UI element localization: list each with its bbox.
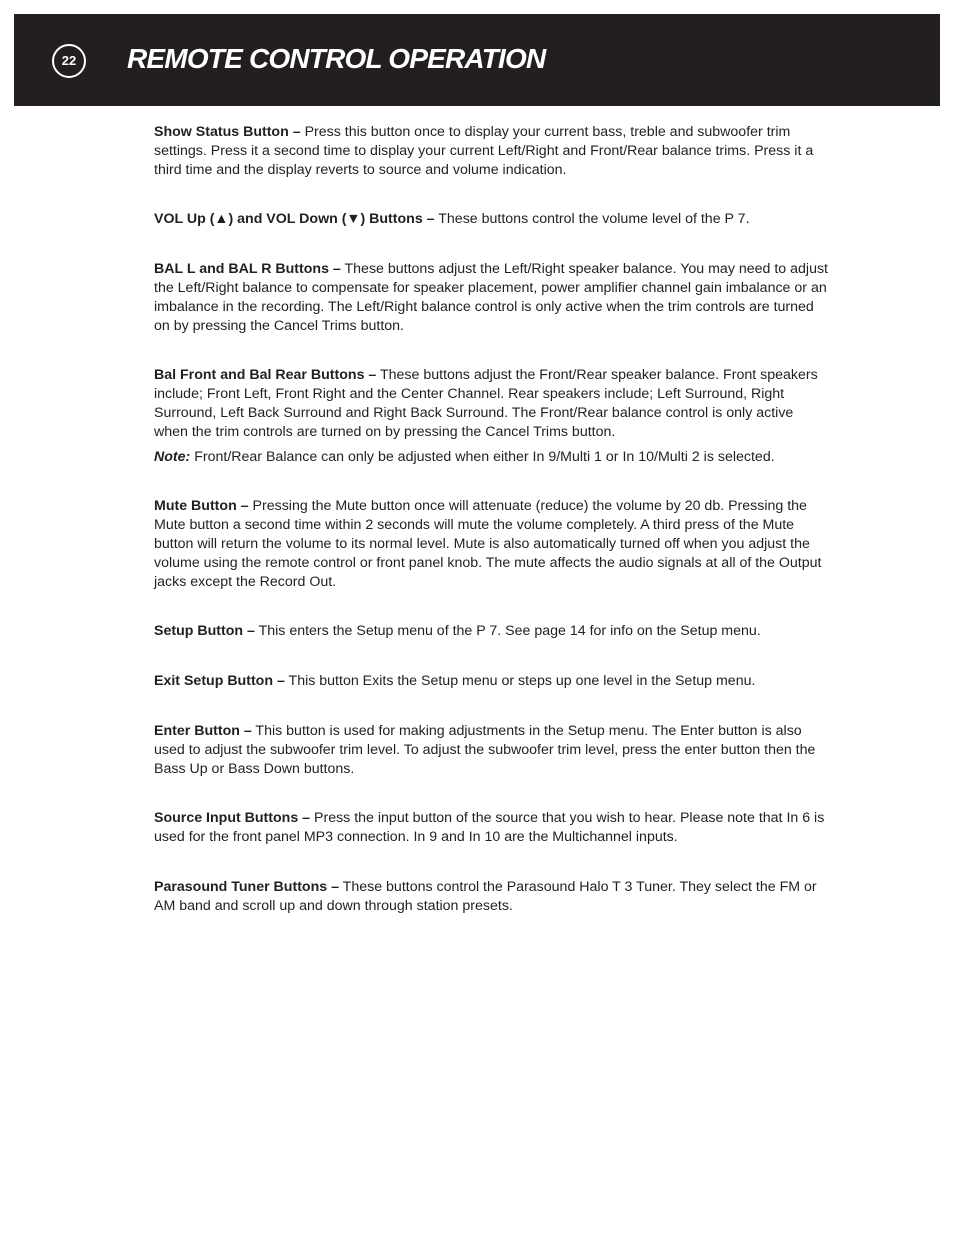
entry-balance-lr [154,260,830,335]
note-text: Front/Rear Balance can only be adjusted when either In 9/Multi 1 or In 10/Multi 2 is selected. [194,448,775,465]
entry-exit-setup [154,672,830,691]
entry-volume [154,210,830,229]
entry-description: This button Exits the Setup menu or steps up one level in the Setup menu. [288,673,756,690]
entry-term: Mute Button – [154,498,249,515]
entry-description: These buttons control the Parasound Halo T 3 Tuner. They select the FM or AM band and scroll up and down through station presets. [154,878,817,914]
entry-description: Press the input button of the source that you wish to hear. Please note that In 6 is used for the front panel MP3 connection. In 9 and In 10 are the Multichannel inputs. [154,810,825,846]
entry-enter [154,722,830,778]
page-title: REMOTE CONTROL OPERATION [127,43,546,74]
entry-term: Setup Button – [154,623,255,640]
entry-description: These buttons adjust the Left/Right speaker balance. You may need to adjust the Left/Right balance to compensate for speaker placement, power amplifier channel gain imbalance or an imbalance in the recording. The Left/Right balance control is only active when the trim controls are turned on by pressing the Cancel Trims button. [154,261,828,334]
entry-term: Source Input Buttons – [154,810,311,827]
entry-description: These buttons control the volume level of the P 7. [438,211,750,228]
entry-source-input [154,809,830,847]
entry-description: These buttons adjust the Front/Rear speaker balance. Front speakers include; Front Left, Front Right and the Center Channel. Rear speakers include; Left Surround, Right Surround, Left Back Surround and Right Back Surround. The Front/Rear balance control is only active when the trim controls are turned on by pressing the Cancel Trims button. [154,367,818,440]
entry-balance-front-rear [154,366,830,441]
entry-description: This button is used for making adjustments in the Setup menu. The Enter button is also used to adjust the subwoofer trim level. To adjust the subwoofer trim level, press the enter button then the Bass Up or Bass Down buttons. [154,722,816,777]
entry-description: Press this button once to display your current bass, treble and subwoofer trim settings. Press it a second time to display your current Left/Right and Front/Rear balance trims. Press it a third time and the display reverts to source and volume indication. [154,124,814,178]
page-header [14,14,940,106]
entry-description: Pressing the Mute button once will attenuate (reduce) the volume by 20 db. Pressing the Mute button a second time within 2 seconds will mute the volume completely. A third press of the Mute button will return the volume to its normal level. Mute is also automatically turned off when you adjust the volume using the remote control or front panel knob. The mute affects the audio signals at all of the Output jacks except the Record Out. [154,498,822,590]
entry-term: Enter Button – [154,722,252,739]
entry-term: VOL Up (▲) and VOL Down (▼) Buttons – [154,211,435,228]
entry-show-status [154,123,830,179]
entry-term: Parasound Tuner Buttons – [154,878,339,895]
entry-description: This enters the Setup menu of the P 7. See page 14 for info on the Setup menu. [258,623,761,640]
entry-term: BAL L and BAL R Buttons – [154,261,341,278]
entry-term: Exit Setup Button – [154,673,285,690]
entry-term: Bal Front and Bal Rear Buttons – [154,367,377,384]
entry-setup [154,622,830,641]
entry-term: Show Status Button – [154,124,301,140]
balance-note [154,448,830,467]
note-label: Note: [154,448,191,465]
entry-tuner [154,878,830,916]
document-body [154,123,830,916]
entry-mute [154,497,830,591]
page-number-badge: 22 [52,44,86,78]
